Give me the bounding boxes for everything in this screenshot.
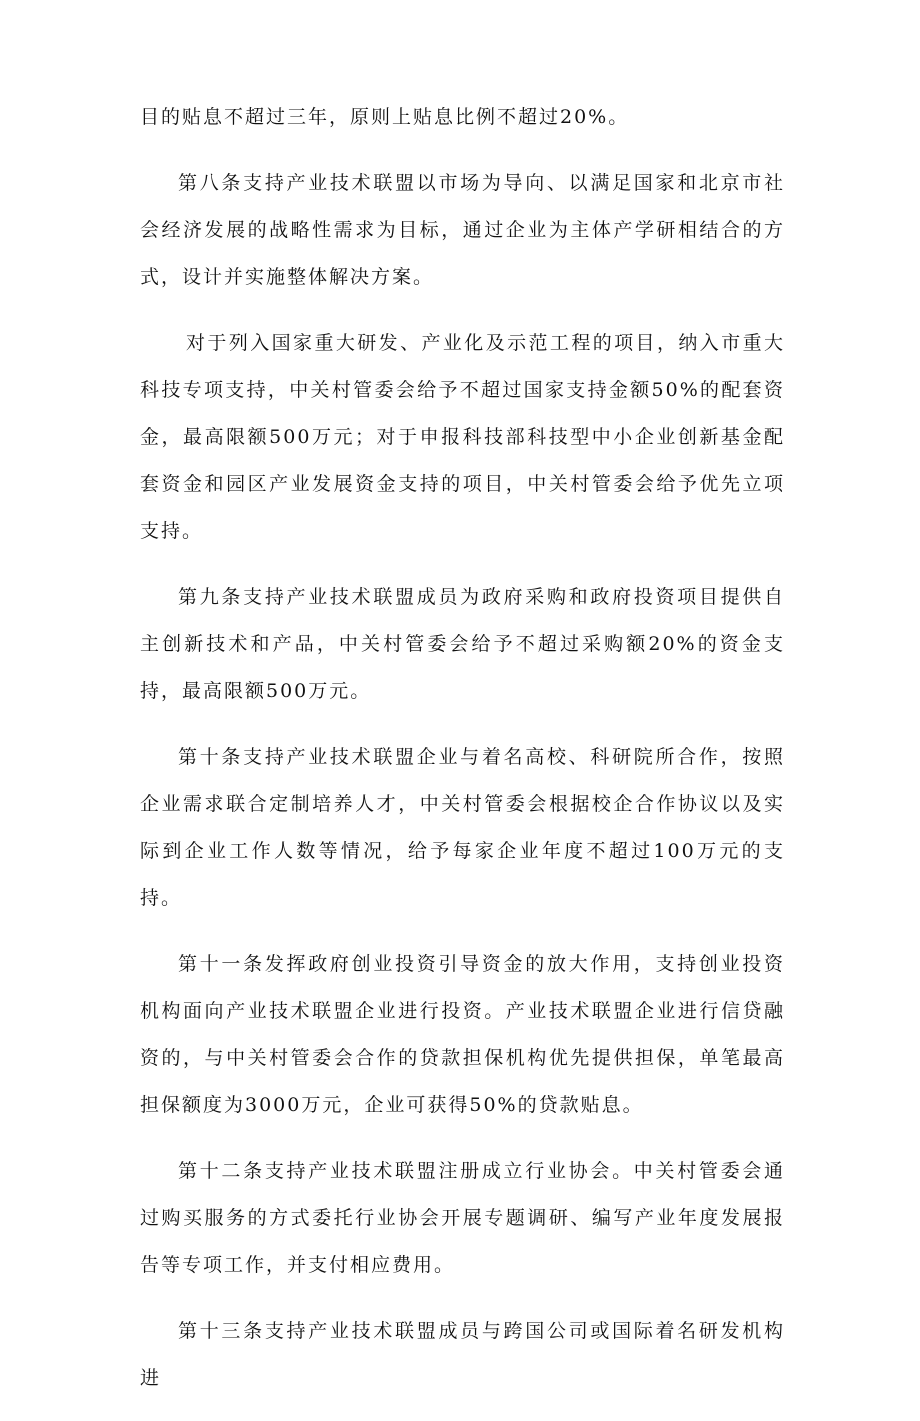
paragraph-article-8-detail: 对于列入国家重大研发、产业化及示范工程的项目，纳入市重大科技专项支持，中关村管委会给予不超过国家支持金额50%的配套资金，最高限额500万元；对于申报科技部科技型中小企业创新基金配套资金和园区产业发展资金支持的项目，中关村管委会给予优先立项支持。 bbox=[140, 332, 785, 542]
paragraph-article-9: 第九条支持产业技术联盟成员为政府采购和政府投资项目提供自主创新技术和产品，中关村管委会给予不超过采购额20%的资金支持，最高限额500万元。 bbox=[140, 586, 785, 702]
paragraph-article-12: 第十二条支持产业技术联盟注册成立行业协会。中关村管委会通过购买服务的方式委托行业协会开展专题调研、编写产业年度发展报告等专项工作，并支付相应费用。 bbox=[140, 1160, 785, 1276]
paragraph-article-10: 第十条支持产业技术联盟企业与着名高校、科研院所合作，按照企业需求联合定制培养人才，中关村管委会根据校企合作协议以及实际到企业工作人数等情况，给予每家企业年度不超过100万元的支持。 bbox=[140, 746, 785, 909]
document-page bbox=[140, 94, 785, 1421]
paragraph-article-8: 第八条支持产业技术联盟以市场为导向、以满足国家和北京市社会经济发展的战略性需求为目标，通过企业为主体产学研相结合的方式，设计并实施整体解决方案。 bbox=[140, 172, 785, 288]
paragraph-article-13: 第十三条支持产业技术联盟成员与跨国公司或国际着名研发机构进 bbox=[140, 1320, 785, 1389]
paragraph-article-11: 第十一条发挥政府创业投资引导资金的放大作用，支持创业投资机构面向产业技术联盟企业进行投资。产业技术联盟企业进行信贷融资的，与中关村管委会合作的贷款担保机构优先提供担保，单笔最高担保额度为3000万元，企业可获得50%的贷款贴息。 bbox=[140, 953, 785, 1116]
paragraph-continuation: 目的贴息不超过三年，原则上贴息比例不超过20%。 bbox=[140, 106, 630, 128]
